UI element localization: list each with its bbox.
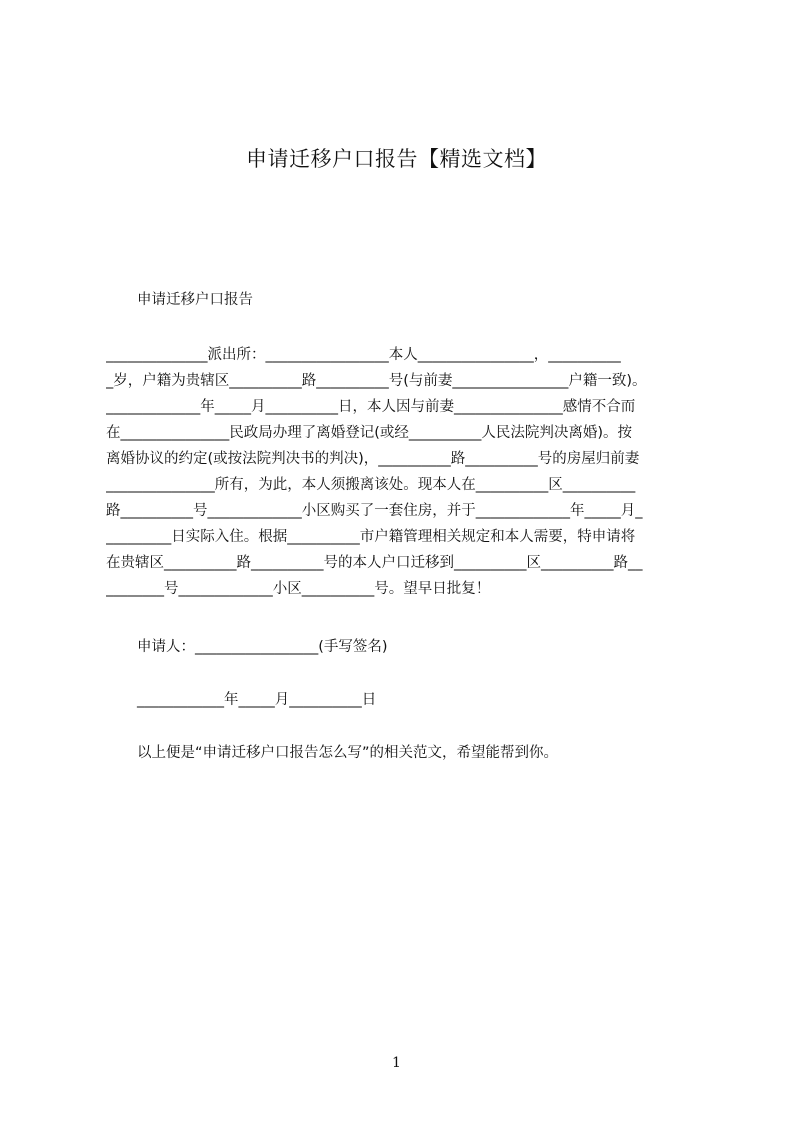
body-line: _____________年_____月__________日，本人因与前妻_______________感情不合而 <box>106 399 636 415</box>
body-line: _岁，户籍为贵辖区__________路__________号(与前妻________________户籍一致)。 <box>106 373 647 389</box>
body-line: _________日实际入住。根据__________市户籍管理相关规定和本人需要，特申请将 <box>106 529 636 545</box>
body-line: ______________派出所：_________________本人________________，__________ <box>106 347 621 363</box>
date-line: ____________年_____月__________日 <box>137 692 377 708</box>
body-line: 离婚协议的约定(或按法院判决书的判决)，__________路__________号的房屋归前妻 <box>106 451 640 467</box>
applicant-signature-line: 申请人：_________________(手写签名) <box>137 639 388 655</box>
report-heading: 申请迁移户口报告 <box>137 292 253 308</box>
body-line: 在贵辖区__________路__________号的本人户口迁移到__________区__________路__ <box>106 555 643 571</box>
closing-note: 以上便是“申请迁移户口报告怎么写”的相关范文，希望能帮到你。 <box>137 745 559 761</box>
body-line: ________号_____________小区__________号。望早日批复！ <box>106 581 491 597</box>
body-line: 路__________号_____________小区购买了一套住房，并于_____________年_____月_ <box>106 503 643 519</box>
body-line: _______________所有，为此，本人须搬离该处。现本人在__________区__________ <box>106 477 636 493</box>
document-title: 申请迁移户口报告【精选文档】 <box>246 147 547 171</box>
page-number: 1 <box>392 1055 401 1071</box>
body-line: 在_______________民政局办理了离婚登记(或经__________人民法院判决离婚)。按 <box>106 425 633 441</box>
